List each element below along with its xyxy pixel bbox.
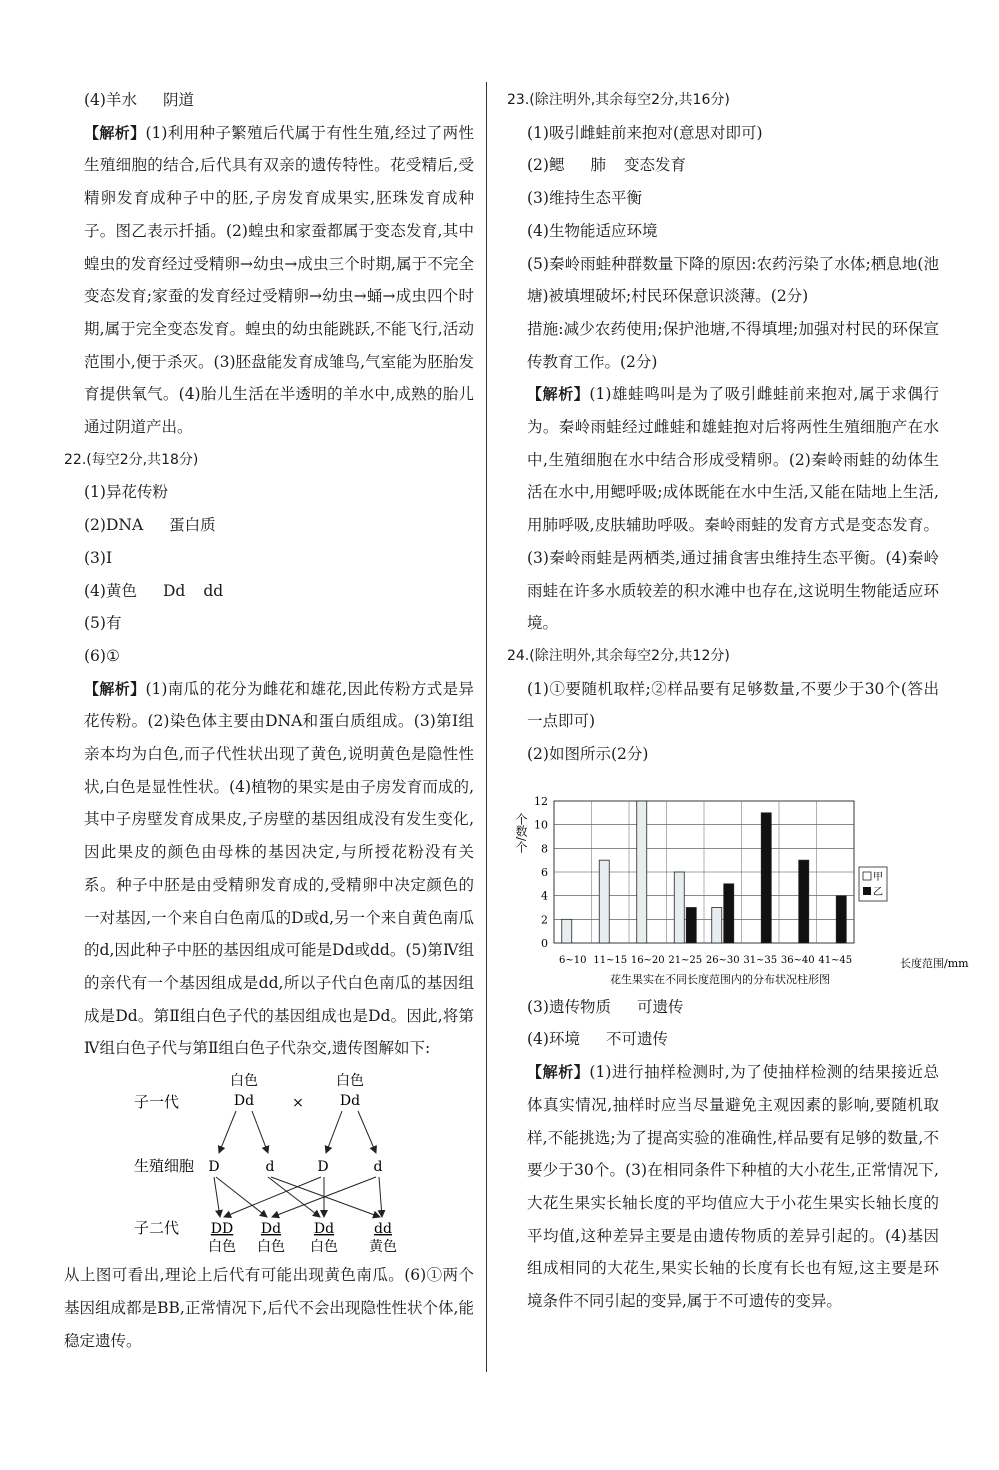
right-column (507, 84, 969, 1318)
legend-label-b: 乙 (873, 886, 883, 898)
q23-answer-2: (2)鳃 肺 变态发育 (527, 156, 686, 175)
x-tick-label: 41~45 (818, 954, 853, 966)
q22-answer-1: (1)异花传粉 (84, 483, 168, 502)
q23-analysis: 【解析】(1)雄蛙鸣叫是为了吸引雌蛙前来抱对,属于求偶行为。秦岭雨蛙经过雌蛙和雄蛙抱对后将两性生殖细胞产在水中,生殖细胞在水中结合形成受精卵。(2)秦岭雨蛙的幼体生活在水中,用鳃呼吸;成体既能在水中生活,又能在陆地上生活,用肺呼吸,皮肤辅助呼吸。秦岭雨蛙的发育方式是变态发育。(3)秦岭雨蛙是两栖类,通过捕食害虫维持生态平衡。(4)秦岭雨蛙在许多水质较差的积水滩中也存在,这说明生物能适应环境。 (527, 385, 939, 633)
chart-title: 花生果实在不同长度范围内的分布状况柱形图 (610, 972, 830, 986)
q24-answer-4: (4)环境 不可遗传 (527, 1030, 668, 1049)
gamete-d-big-2: D (317, 1159, 329, 1176)
bar-乙-31~35 (761, 813, 771, 943)
offspring-phenotype: 白色 (310, 1239, 338, 1256)
offspring-phenotype: 白色 (208, 1239, 236, 1256)
gamete-d-small-1: d (265, 1159, 275, 1176)
q21-answer-4: (4)羊水 阴道 (84, 91, 194, 109)
parent2-genotype: Dd (339, 1093, 361, 1110)
q23-heading: 23.(除注明外,其余每空2分,共16分) (507, 92, 730, 108)
parent1-genotype: Dd (233, 1093, 255, 1110)
legend-swatch-a (863, 872, 871, 880)
q23-answer-3: (3)维持生态平衡 (527, 189, 642, 208)
analysis-label: 【解析】 (84, 679, 146, 698)
q22-conclusion: 从上图可看出,理论上后代有可能出现黄色南瓜。(6)①两个基因组成都是BB,正常情况下,后代不会出现隐性性状个体,能稳定遗传。 (64, 1266, 474, 1350)
q21-analysis: 【解析】(1)利用种子繁殖后代属于有性生殖,经过了两性生殖细胞的结合,后代具有双亲的遗传特性。花受精后,受精卵发育成种子中的胚,子房发育成果实,胚珠发育成种子。图乙表示扦插。(2)蝗虫和家蚕都属于变态发育,其中蝗虫的发育经过受精卵→幼虫→成虫三个时期,属于不完全变态发育;家蚕的发育经过受精卵→幼虫→蛹→成虫四个时期,属于完全变态发育。蝗虫的幼虫能跳跃,不能飞行,活动范围小,便于杀灭。(3)胚盘能发育成雏鸟,气室能为胚胎发育提供氧气。(4)胎儿生活在半透明的羊水中,成熟的胎儿通过阴道产出。 (84, 123, 474, 437)
arrow (326, 1111, 342, 1153)
row-label-gametes: 生殖细胞 (134, 1157, 195, 1176)
y-tick-label: 0 (541, 936, 548, 950)
y-tick-label: 12 (534, 794, 548, 808)
bar-甲-26~30 (712, 907, 722, 943)
y-tick-label: 8 (541, 842, 548, 856)
q23-answer-4: (4)生物能适应环境 (527, 221, 658, 240)
y-tick-label: 2 (541, 913, 548, 927)
offspring-genotype: Dd (260, 1221, 282, 1238)
q23-answer-5: (5)秦岭雨蛙种群数量下降的原因:农药污染了水体;栖息地(池塘)被填埋破坏;村民环保意识淡薄。(2分) (527, 254, 939, 306)
genetic-cross-diagram (64, 1067, 474, 1257)
arrow (379, 1177, 382, 1217)
x-tick-label: 6~10 (559, 954, 587, 966)
column-divider (486, 82, 487, 1372)
offspring-genotype: dd (374, 1221, 392, 1238)
bar-乙-26~30 (724, 884, 734, 943)
x-tick-label: 36~40 (780, 954, 815, 966)
q24-answer-3: (3)遗传物质 可遗传 (527, 997, 684, 1016)
q24-heading: 24.(除注明外,其余每空2分,共12分) (507, 647, 730, 664)
q22-heading: 22.(每空2分,共18分) (64, 451, 199, 468)
offspring-phenotype: 黄色 (369, 1239, 397, 1256)
x-tick-label: 21~25 (668, 954, 703, 966)
cross-symbol: × (292, 1095, 304, 1112)
q23-answer-5-measures: 措施:减少农药使用;保护池塘,不得填埋;加强对村民的环保宣传教育工作。(2分) (527, 319, 939, 371)
offspring-genotype: Dd (313, 1221, 335, 1238)
q24-answer-1: (1)①要随机取样;②样品要有足够数量,不要少于30个(答出一点即可) (527, 679, 939, 731)
q22-answer-5: (5)有 (84, 614, 122, 633)
bar-乙-36~40 (799, 860, 809, 943)
q22-answer-3: (3)Ⅰ (84, 548, 113, 567)
gamete-d-big-1: D (208, 1159, 220, 1176)
y-tick-label: 10 (534, 818, 548, 832)
q22-analysis: 【解析】(1)南瓜的花分为雌花和雄花,因此传粉方式是异花传粉。(2)染色体主要由DNA和蛋白质组成。(3)第Ⅰ组亲本均为白色,而子代性状出现了黄色,说明黄色是隐性性状,白色是显性性状。(4)植物的果实是由子房发育而成的,其中子房壁发育成果皮,子房壁的基因组成没有发生变化,因此果皮的颜色由母株的基因决定,与所授花粉没有关系。种子中胚是由受精卵发育成的,受精卵中决定颜色的一对基因,一个来自白色南瓜的D或d,另一个来自黄色南瓜的d,因此种子中胚的基因组成可能是Dd或dd。(5)第Ⅳ组的亲代有一个基因组成是dd,所以子代白色南瓜的基因组成是Dd。第Ⅱ组白色子代的基因组成也是Dd。因此,将第Ⅳ组白色子代与第Ⅱ组白色子代杂交,遗传图解如下: (84, 679, 474, 1058)
arrow (224, 1177, 321, 1217)
left-column (64, 84, 474, 1357)
bar-甲-6~10 (562, 919, 572, 943)
bar-chart-svg (507, 777, 969, 986)
bar-甲-16~20 (637, 801, 647, 943)
analysis-label: 【解析】 (527, 385, 590, 404)
arrow (216, 1177, 267, 1217)
row-label-f2: 子二代 (134, 1219, 180, 1238)
q23-answer-1: (1)吸引雌蛙前来抱对(意思对即可) (527, 123, 763, 142)
y-axis-label: 个数/个 (514, 812, 528, 853)
bar-乙-41~45 (836, 895, 846, 942)
x-tick-label: 11~15 (593, 954, 628, 966)
y-tick-label: 4 (541, 889, 548, 903)
x-tick-label: 31~35 (743, 954, 778, 966)
parent2-color: 白色 (336, 1073, 364, 1090)
q22-answer-2: (2)DNA 蛋白质 (84, 516, 216, 535)
q24-answer-2: (2)如图所示(2分) (527, 745, 649, 764)
arrow (214, 1177, 220, 1217)
bar-甲-11~15 (599, 860, 609, 943)
arrow (219, 1111, 236, 1153)
arrow (358, 1111, 376, 1153)
arrow (268, 1177, 320, 1217)
y-tick-label: 6 (541, 865, 548, 879)
analysis-label: 【解析】 (84, 123, 146, 142)
offspring-genotype: DD (210, 1221, 234, 1238)
bar-乙-21~25 (686, 907, 696, 943)
bar-甲-21~25 (674, 872, 684, 943)
gamete-d-small-2: d (373, 1159, 383, 1176)
legend-label-a: 甲 (873, 871, 883, 883)
x-tick-label: 26~30 (705, 954, 740, 966)
analysis-label: 【解析】 (527, 1063, 590, 1082)
arrow (252, 1111, 268, 1153)
x-tick-label: 16~20 (630, 954, 665, 966)
q22-answer-6: (6)① (84, 646, 120, 665)
offspring-phenotype: 白色 (257, 1239, 285, 1256)
q22-answer-4: (4)黄色 Dd dd (84, 581, 224, 600)
legend-swatch-b (863, 887, 871, 895)
bar-chart (507, 777, 969, 986)
q24-analysis: 【解析】(1)进行抽样检测时,为了使抽样检测的结果接近总体真实情况,抽样时应当尽量避免主观因素的影响,要随机取样,不能挑选;为了提高实验的准确性,样品要有足够的数量,不要少于30个。(3)在相同条件下种植的大小花生,正常情况下,大花生果实长轴长度的平均值应大于小花生果实长轴长度的平均值,这种差异主要是由遗传物质的差异引起的。(4)基因组成相同的大花生,果实长轴的长度有长也有短,这主要是环境条件不同引起的变异,属于不可遗传的变异。 (527, 1063, 939, 1311)
parent1-color: 白色 (230, 1073, 258, 1090)
x-axis-label: 长度范围/mm (900, 956, 969, 970)
row-label-f1: 子一代 (134, 1093, 180, 1112)
